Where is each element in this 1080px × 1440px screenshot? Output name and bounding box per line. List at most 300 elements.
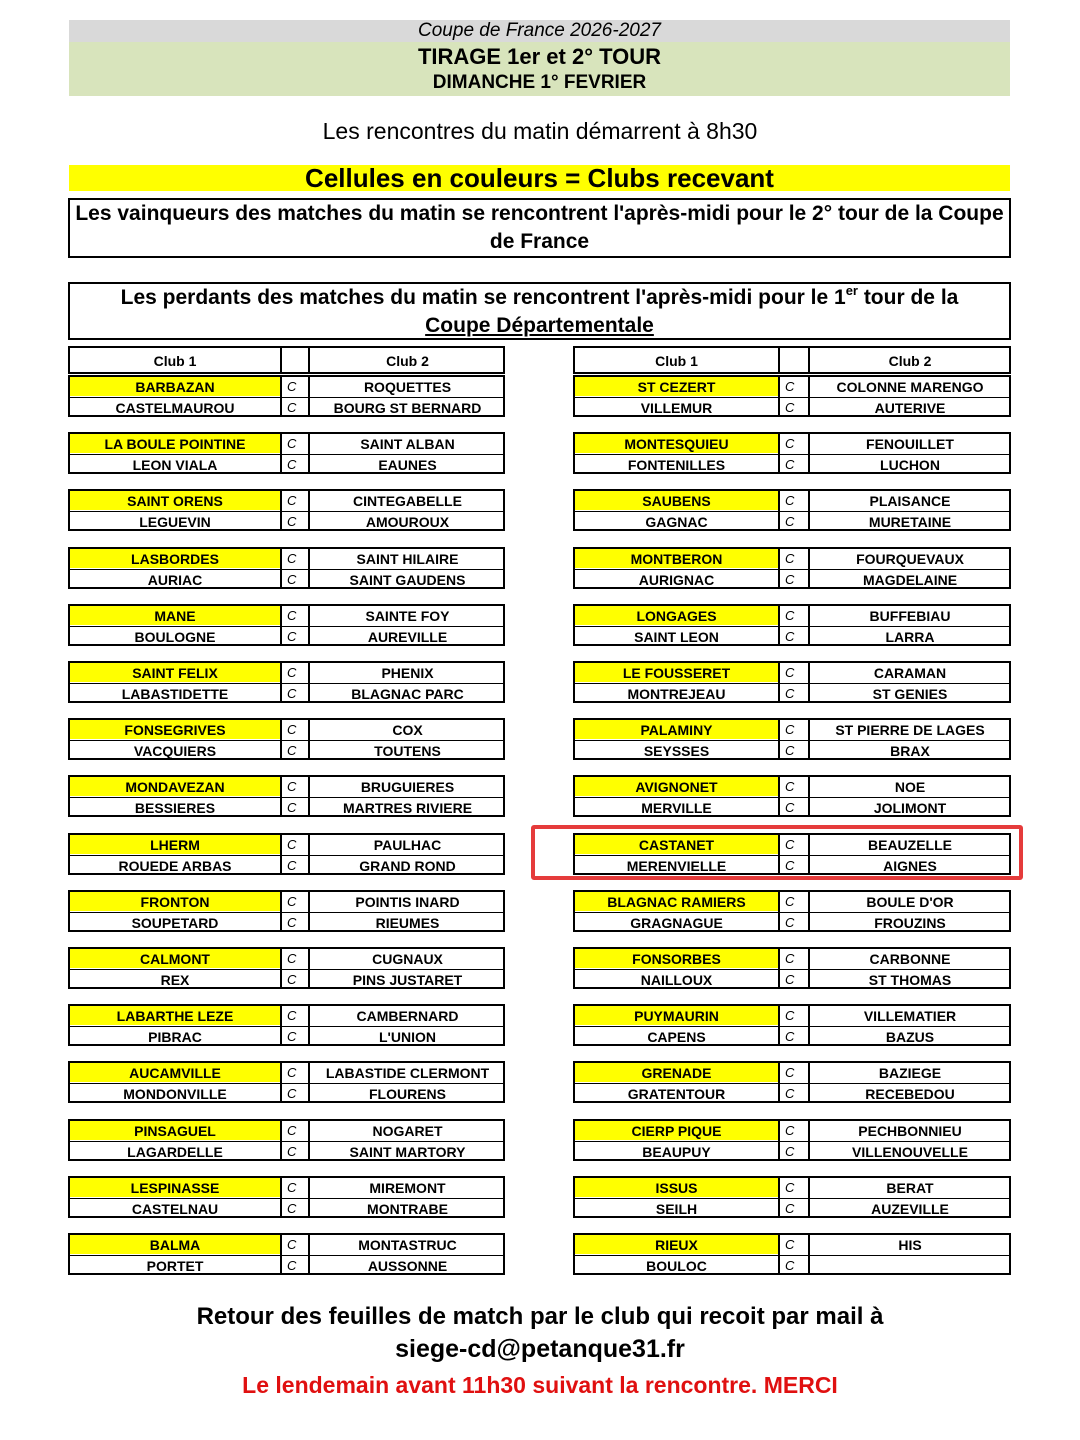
match-row xyxy=(70,1198,503,1218)
club2-cell: RIEUMES xyxy=(375,914,440,931)
match-group xyxy=(68,432,505,474)
right-table-header xyxy=(573,346,1011,374)
court-cell: C xyxy=(287,836,297,852)
court-cell: C xyxy=(287,550,297,566)
club1-cell: SAUBENS xyxy=(575,491,778,510)
court-cell: C xyxy=(785,493,795,509)
match-row xyxy=(575,1235,1009,1254)
club2-header: Club 2 xyxy=(888,353,932,369)
club2-cell: MURETAINE xyxy=(868,514,952,531)
court-cell: C xyxy=(785,1029,795,1045)
club2-cell: CINTEGABELLE xyxy=(353,493,462,510)
club2-cell: JOLIMONT xyxy=(873,800,947,817)
club1-cell: VACQUIERS xyxy=(133,743,217,760)
court-cell: C xyxy=(287,1143,297,1159)
court-cell: C xyxy=(287,514,297,530)
club2-cell: FLOURENS xyxy=(369,1086,446,1103)
match-row xyxy=(575,777,1009,796)
match-row xyxy=(575,491,1009,510)
footer-instruction: Retour des feuilles de match par le club qui recoit par mail à xyxy=(196,1303,884,1330)
draw-date: DIMANCHE 1° FEVRIER xyxy=(432,72,647,93)
match-group xyxy=(573,375,1011,417)
match-row xyxy=(575,1083,1009,1103)
court-cell: C xyxy=(287,1237,297,1252)
court-cell: C xyxy=(287,1086,297,1102)
match-group xyxy=(68,775,505,817)
home-club-legend: Cellules en couleurs = Clubs recevant xyxy=(69,165,1010,191)
club1-cell: MONTBERON xyxy=(575,549,778,568)
match-group xyxy=(573,1004,1011,1046)
match-group xyxy=(573,547,1011,589)
club2-cell: CARBONNE xyxy=(869,951,951,967)
match-group xyxy=(573,1061,1011,1103)
losers-note-text-2: tour de la xyxy=(857,286,959,309)
court-cell: C xyxy=(287,379,297,394)
court-cell: C xyxy=(287,743,297,759)
match-row xyxy=(70,606,503,625)
match-row xyxy=(70,720,503,739)
court-cell: C xyxy=(785,628,795,644)
club1-cell: AVIGNONET xyxy=(575,777,778,796)
club2-cell: POINTIS INARD xyxy=(355,893,460,910)
club1-cell: AURIAC xyxy=(147,571,203,588)
club2-cell: BEAUZELLE xyxy=(868,836,952,853)
winners-note: Les vainqueurs des matches du matin se rencontrent l'après-midi pour le 2° tour de la Coupe de France xyxy=(68,198,1011,258)
club2-cell: RECEBEDOU xyxy=(865,1086,955,1103)
court-cell: C xyxy=(287,571,297,587)
club2-cell: COX xyxy=(392,722,423,739)
club2-header: Club 2 xyxy=(386,353,429,369)
club2-cell: CUGNAUX xyxy=(372,951,443,967)
match-row xyxy=(70,377,503,396)
club2-cell: NOE xyxy=(894,779,926,796)
match-row xyxy=(575,434,1009,453)
club2-cell: MONTRABE xyxy=(367,1200,448,1217)
club2-cell: CAMBERNARD xyxy=(356,1008,459,1025)
club1-cell: MERENVIELLE xyxy=(626,857,727,874)
club1-cell: BALMA xyxy=(70,1235,280,1254)
match-group xyxy=(68,1233,505,1275)
club1-header: Club 1 xyxy=(153,353,197,369)
match-row xyxy=(575,397,1009,417)
court-cell: C xyxy=(287,779,297,795)
club1-cell: SEYSSES xyxy=(643,743,710,760)
match-row xyxy=(575,892,1009,911)
match-row xyxy=(70,1235,503,1254)
match-group xyxy=(68,890,505,932)
match-group xyxy=(573,775,1011,817)
club1-cell: MERVILLE xyxy=(641,800,712,817)
match-row xyxy=(575,740,1009,760)
court-cell: C xyxy=(287,722,297,738)
court-cell: C xyxy=(785,836,795,852)
match-row xyxy=(70,777,503,796)
court-cell: C xyxy=(785,550,795,566)
match-group xyxy=(573,890,1011,932)
club1-cell: PALAMINY xyxy=(575,720,778,739)
footer-email[interactable]: siege-cd@petanque31.fr xyxy=(395,1335,685,1363)
court-cell: C xyxy=(785,457,795,473)
match-group xyxy=(573,1176,1011,1218)
highlight-box xyxy=(531,825,1023,880)
club1-cell: GRATENTOUR xyxy=(627,1086,726,1103)
club2-cell: ST THOMAS xyxy=(868,972,952,988)
match-group xyxy=(68,1119,505,1161)
match-row xyxy=(70,740,503,760)
club1-cell: BOULOGNE xyxy=(134,628,216,645)
match-group xyxy=(68,489,505,531)
club2-cell: SAINT MARTORY xyxy=(349,1143,466,1160)
court-cell: C xyxy=(785,1179,795,1195)
club1-cell: SOUPETARD xyxy=(131,914,219,931)
match-group xyxy=(68,604,505,646)
club2-cell: LUCHON xyxy=(880,457,940,474)
club2-cell: MAGDELAINE xyxy=(862,571,958,588)
club1-cell: NAILLOUX xyxy=(640,972,713,988)
club1-cell: BARBAZAN xyxy=(70,377,280,396)
left-table-header xyxy=(68,346,505,374)
club1-header: Club 1 xyxy=(655,353,698,369)
club2-cell: ROQUETTES xyxy=(363,379,452,395)
court-cell: C xyxy=(785,686,795,701)
match-group xyxy=(68,833,505,875)
club2-cell: HIS xyxy=(898,1237,922,1253)
match-row xyxy=(575,454,1009,474)
club1-cell: CAPENS xyxy=(647,1029,706,1046)
club2-cell: AUZEVILLE xyxy=(871,1200,949,1217)
club1-cell: ROUEDE ARBAS xyxy=(118,857,232,874)
club1-cell: LAGARDELLE xyxy=(127,1143,223,1160)
club2-cell: LARRA xyxy=(885,628,935,645)
club2-cell: COLONNE MARENGO xyxy=(836,379,984,395)
court-cell: C xyxy=(785,779,795,795)
match-row xyxy=(575,1141,1009,1161)
court-cell: C xyxy=(785,514,795,530)
court-cell: C xyxy=(287,857,297,873)
match-row xyxy=(575,1121,1009,1140)
match-row xyxy=(70,1026,503,1046)
footer-deadline: Le lendemain avant 11h30 suivant la rencontre. MERCI xyxy=(242,1372,838,1398)
court-cell: C xyxy=(785,379,795,394)
club2-cell: L'UNION xyxy=(379,1029,436,1046)
club1-cell: LHERM xyxy=(70,835,280,854)
club1-cell: AUCAMVILLE xyxy=(70,1063,280,1082)
match-row xyxy=(575,663,1009,682)
court-cell: C xyxy=(785,665,795,680)
club2-cell: MONTASTRUC xyxy=(358,1237,457,1253)
club2-cell: FOURQUEVAUX xyxy=(856,550,964,567)
club1-cell: REX xyxy=(160,972,190,988)
club1-cell: BEAUPUY xyxy=(642,1143,711,1160)
match-row xyxy=(575,969,1009,989)
match-row xyxy=(70,835,503,854)
court-cell: C xyxy=(287,686,297,701)
match-group xyxy=(68,947,505,989)
club2-cell: SAINT HILAIRE xyxy=(356,550,459,567)
court-cell: C xyxy=(287,1065,297,1081)
match-row xyxy=(70,683,503,703)
start-time-note: Les rencontres du matin démarrent à 8h30 xyxy=(322,118,758,144)
match-group xyxy=(68,661,505,703)
court-cell: C xyxy=(785,972,795,987)
club2-cell: BRAX xyxy=(890,743,930,760)
club2-cell: ST GENIES xyxy=(872,686,948,702)
club1-cell: SAINT FELIX xyxy=(70,663,280,682)
club2-cell: BRUGUIERES xyxy=(360,779,455,796)
match-row xyxy=(70,1121,503,1140)
court-cell: C xyxy=(287,1122,297,1138)
club1-cell: FONSEGRIVES xyxy=(70,720,280,739)
club1-cell: BLAGNAC RAMIERS xyxy=(575,892,778,911)
match-row xyxy=(70,454,503,474)
court-cell: C xyxy=(785,893,795,909)
club1-cell: VILLEMUR xyxy=(640,400,713,416)
court-cell: C xyxy=(287,457,297,473)
match-group xyxy=(573,661,1011,703)
match-row xyxy=(575,949,1009,968)
club2-cell: SAINTE FOY xyxy=(365,607,450,624)
club1-cell: GRENADE xyxy=(575,1063,778,1082)
club2-cell: VILLEMATIER xyxy=(863,1008,957,1025)
court-cell: C xyxy=(785,914,795,930)
court-cell: C xyxy=(785,1200,795,1216)
court-cell: C xyxy=(785,800,795,816)
court-cell: C xyxy=(287,493,297,509)
club2-cell: SAINT ALBAN xyxy=(360,436,455,453)
match-row xyxy=(575,683,1009,703)
club2-cell: BERAT xyxy=(886,1179,934,1196)
draw-title: TIRAGE 1er et 2° TOUR xyxy=(417,44,662,69)
club1-cell: GAGNAC xyxy=(645,514,708,531)
club2-cell: BAZIEGE xyxy=(878,1065,942,1082)
court-cell: C xyxy=(287,436,297,452)
match-group xyxy=(573,432,1011,474)
club1-cell: MANE xyxy=(70,606,280,625)
club2-cell: PINS JUSTARET xyxy=(352,972,463,988)
club2-cell: PHENIX xyxy=(381,665,434,681)
match-row xyxy=(70,892,503,911)
match-group xyxy=(68,1176,505,1218)
court-cell: C xyxy=(785,1237,795,1252)
club1-cell: LA BOULE POINTINE xyxy=(70,434,280,453)
match-row xyxy=(575,1006,1009,1025)
court-cell: C xyxy=(785,436,795,452)
match-row xyxy=(70,397,503,417)
losers-note-sup: er xyxy=(845,283,858,298)
losers-note-text: Les perdants des matches du matin se rencontrent l'après-midi pour le 1 xyxy=(120,286,846,309)
match-row xyxy=(70,797,503,817)
court-cell: C xyxy=(287,400,297,415)
match-row xyxy=(575,1063,1009,1082)
club1-cell: LE FOUSSERET xyxy=(575,663,778,682)
club1-cell: RIEUX xyxy=(575,1235,778,1254)
match-group xyxy=(68,547,505,589)
court-cell: C xyxy=(785,400,795,415)
match-row xyxy=(575,606,1009,625)
club1-cell: SAINT LEON xyxy=(634,628,719,645)
match-row xyxy=(70,569,503,589)
match-row xyxy=(575,569,1009,589)
match-row xyxy=(70,1178,503,1197)
club2-cell: AUTERIVE xyxy=(874,400,946,416)
club2-cell: BAZUS xyxy=(885,1029,935,1046)
club2-cell: SAINT GAUDENS xyxy=(349,571,466,588)
club1-cell: BOULOC xyxy=(646,1258,707,1274)
club2-cell: GRAND ROND xyxy=(359,857,456,874)
club2-cell: BLAGNAC PARC xyxy=(351,686,464,702)
club1-cell: LASBORDES xyxy=(70,549,280,568)
match-group xyxy=(573,718,1011,760)
court-cell: C xyxy=(785,607,795,623)
club1-cell: PORTET xyxy=(146,1258,204,1274)
club2-cell: NOGARET xyxy=(372,1122,443,1139)
club1-cell: PIBRAC xyxy=(148,1029,202,1046)
match-row xyxy=(70,663,503,682)
club2-cell: TOUTENS xyxy=(374,743,441,760)
club1-cell: SEILH xyxy=(655,1200,698,1217)
match-group xyxy=(68,1004,505,1046)
match-row xyxy=(70,511,503,531)
club2-cell: PLAISANCE xyxy=(869,493,951,510)
match-group xyxy=(573,947,1011,989)
match-row xyxy=(575,912,1009,932)
club2-cell: AUREVILLE xyxy=(367,628,448,645)
club1-cell: PUYMAURIN xyxy=(575,1006,778,1025)
court-cell: C xyxy=(287,951,297,966)
match-group xyxy=(68,718,505,760)
court-cell: C xyxy=(287,914,297,930)
match-row xyxy=(575,549,1009,568)
match-row xyxy=(70,434,503,453)
court-cell: C xyxy=(287,628,297,644)
club2-cell: AMOUROUX xyxy=(365,514,450,531)
club1-cell: MONTREJEAU xyxy=(627,686,726,702)
club1-cell: LABASTIDETTE xyxy=(121,686,229,702)
coupe-departementale-link[interactable]: Coupe Départementale xyxy=(425,314,654,337)
club2-cell: MARTRES RIVIERE xyxy=(342,800,473,817)
club1-cell: LEON VIALA xyxy=(132,457,218,474)
court-cell: C xyxy=(287,1179,297,1195)
court-cell: C xyxy=(287,665,297,680)
losers-note xyxy=(68,282,1011,340)
match-row xyxy=(70,1255,503,1275)
club1-cell: GRAGNAGUE xyxy=(630,914,723,931)
court-cell: C xyxy=(785,951,795,966)
match-row xyxy=(70,1063,503,1082)
club1-cell: FRONTON xyxy=(70,892,280,911)
match-row xyxy=(70,626,503,646)
court-cell: C xyxy=(287,1029,297,1045)
court-cell: C xyxy=(785,1065,795,1081)
match-group xyxy=(68,1061,505,1103)
club1-cell: ST CEZERT xyxy=(575,377,778,396)
club2-cell: MIREMONT xyxy=(369,1179,446,1196)
court-cell: C xyxy=(287,1008,297,1024)
court-cell: C xyxy=(785,1122,795,1138)
match-row xyxy=(70,1083,503,1103)
match-group xyxy=(68,375,505,417)
club2-cell xyxy=(810,1256,1010,1275)
club2-cell: LABASTIDE CLERMONT xyxy=(325,1065,490,1082)
court-cell: C xyxy=(287,893,297,909)
court-cell: C xyxy=(785,571,795,587)
match-row xyxy=(575,511,1009,531)
court-cell: C xyxy=(785,1086,795,1102)
court-cell: C xyxy=(287,800,297,816)
club2-cell: CARAMAN xyxy=(873,665,947,681)
match-row xyxy=(575,1178,1009,1197)
club2-cell: ST PIERRE DE LAGES xyxy=(835,722,985,739)
match-row xyxy=(575,720,1009,739)
club1-cell: PINSAGUEL xyxy=(70,1121,280,1140)
match-row xyxy=(70,1006,503,1025)
club1-cell: FONSORBES xyxy=(575,949,778,968)
match-group xyxy=(573,604,1011,646)
match-row xyxy=(70,1141,503,1161)
club2-cell: VILLENOUVELLE xyxy=(852,1143,968,1160)
club1-cell: CASTANET xyxy=(575,835,778,854)
match-row xyxy=(70,549,503,568)
match-row xyxy=(575,797,1009,817)
match-row xyxy=(575,1198,1009,1218)
club1-cell: SAINT ORENS xyxy=(70,491,280,510)
match-row xyxy=(70,912,503,932)
club2-cell: PAULHAC xyxy=(373,836,442,853)
court-cell: C xyxy=(785,1258,795,1273)
court-cell: C xyxy=(287,1258,297,1273)
match-row xyxy=(575,1255,1009,1275)
match-row xyxy=(70,969,503,989)
court-cell: C xyxy=(785,743,795,759)
club2-cell: FROUZINS xyxy=(874,914,946,931)
draw-header xyxy=(69,42,1010,96)
court-cell: C xyxy=(785,1143,795,1159)
match-row xyxy=(575,377,1009,396)
club1-cell: FONTENILLES xyxy=(627,457,726,474)
court-cell: C xyxy=(785,722,795,738)
match-row xyxy=(70,949,503,968)
match-group xyxy=(573,489,1011,531)
court-cell: C xyxy=(287,607,297,623)
club1-cell: CASTELMAUROU xyxy=(115,400,235,416)
club1-cell: ISSUS xyxy=(575,1178,778,1197)
club1-cell: MONDAVEZAN xyxy=(70,777,280,796)
match-row xyxy=(575,626,1009,646)
club2-cell: BOULE D'OR xyxy=(866,893,954,910)
club1-cell: LABARTHE LEZE xyxy=(70,1006,280,1025)
court-cell: C xyxy=(287,972,297,987)
club1-cell: CASTELNAU xyxy=(131,1200,219,1217)
club2-cell: BUFFEBIAU xyxy=(869,607,951,624)
club2-cell: PECHBONNIEU xyxy=(858,1122,962,1139)
club1-cell: LONGAGES xyxy=(575,606,778,625)
club2-cell: AIGNES xyxy=(883,857,937,874)
competition-title: Coupe de France 2026-2027 xyxy=(69,20,1010,42)
club1-cell: MONDONVILLE xyxy=(123,1086,227,1103)
court-cell: C xyxy=(287,1200,297,1216)
club2-cell: EAUNES xyxy=(378,457,437,474)
club1-cell: LESPINASSE xyxy=(70,1178,280,1197)
club1-cell: BESSIERES xyxy=(134,800,216,817)
club1-cell: AURIGNAC xyxy=(638,571,715,588)
court-cell: C xyxy=(785,1008,795,1024)
match-row xyxy=(70,491,503,510)
club1-cell: CALMONT xyxy=(70,949,280,968)
club2-cell: BOURG ST BERNARD xyxy=(333,400,482,416)
club1-cell: MONTESQUIEU xyxy=(575,434,778,453)
match-row xyxy=(575,1026,1009,1046)
club2-cell: FENOUILLET xyxy=(866,436,954,453)
